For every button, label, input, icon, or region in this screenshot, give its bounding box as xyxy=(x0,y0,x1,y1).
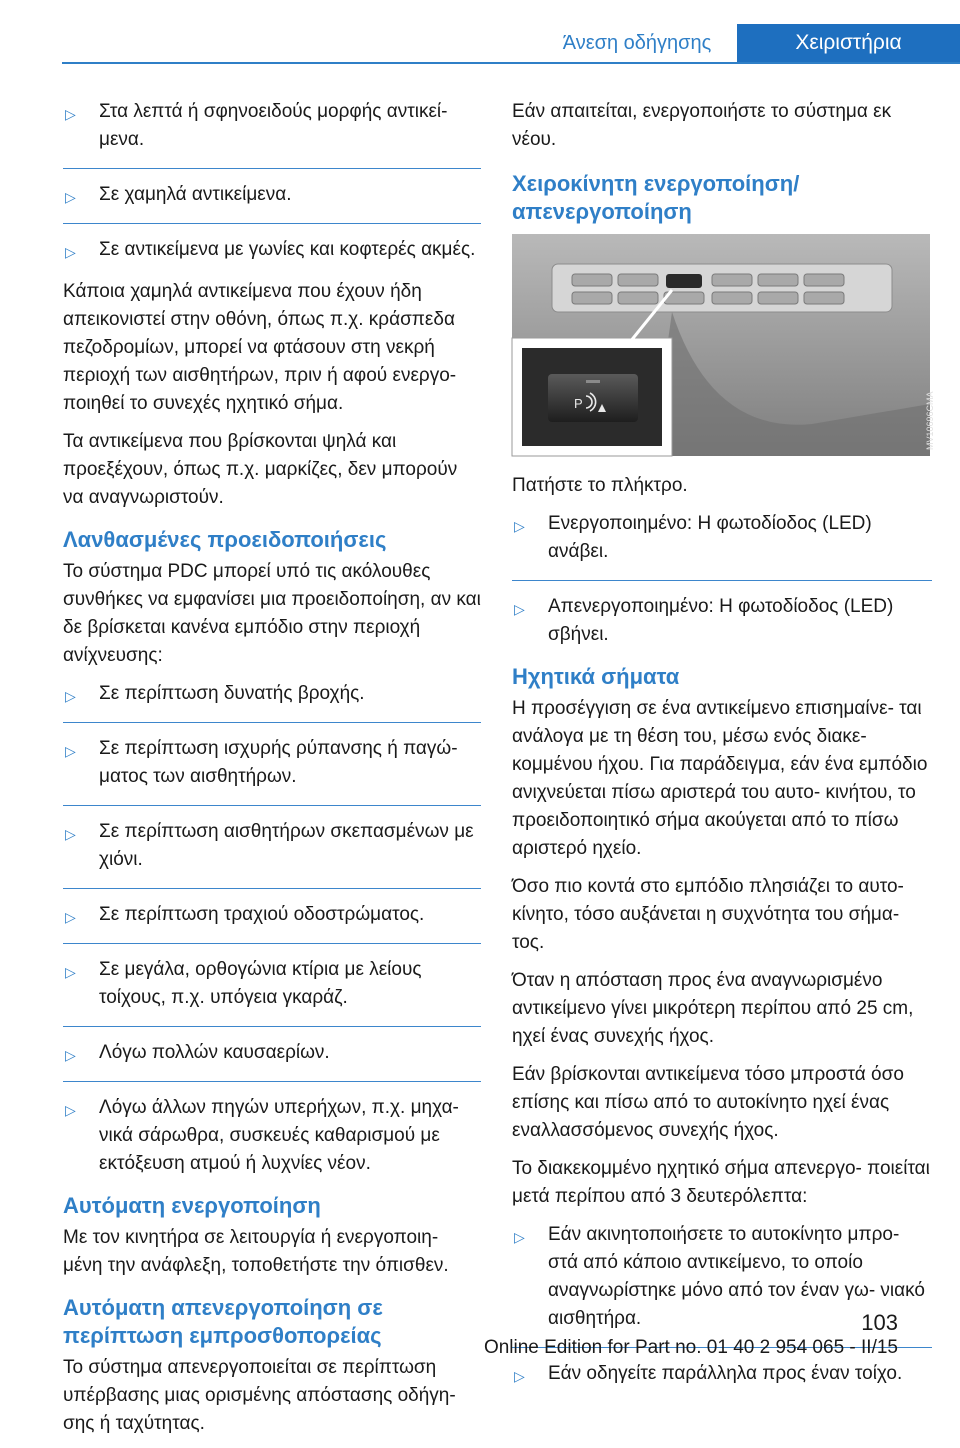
list-item: ▷ Σε χαμηλά αντικείμενα. xyxy=(63,181,481,209)
section-title: Άνεση οδήγησης xyxy=(562,32,712,54)
divider xyxy=(63,722,481,723)
paragraph: Όταν η απόσταση προς ένα αναγνωρισμένο αντικείμενο γίνει μικρότερη περίπου από 25 cm, ηχεί ένας συνεχής ήχος. xyxy=(512,970,914,1047)
paragraph: Με τον κινητήρα σε λειτουργία ή ενεργοποιη‐ μένη την ανάφλεξη, τοποθετήστε την όπισθεν. xyxy=(63,1227,449,1276)
paragraph: Εάν απαιτείται, ενεργοποιήστε το σύστημα εκ νέου. xyxy=(512,101,892,150)
bullet-triangle-icon: ▷ xyxy=(514,1229,525,1245)
list-item: ▷ Σε περίπτωση δυνατής βροχής. xyxy=(63,680,481,708)
bullet-triangle-icon: ▷ xyxy=(65,909,76,925)
bullet-triangle-icon: ▷ xyxy=(65,743,76,759)
bullet-triangle-icon: ▷ xyxy=(514,601,525,617)
section-heading: Λανθασμένες προειδοποιήσεις xyxy=(63,527,387,552)
bullet-triangle-icon: ▷ xyxy=(65,964,76,980)
bullet-triangle-icon: ▷ xyxy=(65,189,76,205)
list-item: ▷ Εάν ακινητοποιήσετε το αυτοκίνητο μπρο‐ στά από κάποιο αντικείμενο, το οποίο αναγνωρίστηκε μόνο από τον έναν γω‐ νιακό αισθητήρα. xyxy=(514,1224,925,1329)
bullet-triangle-icon: ▷ xyxy=(65,244,76,260)
paragraph: Όσο πιο κοντά στο εμπόδιο πλησιάζει το αυτο‐ κίνητο, τόσο αυξάνεται η συχνότητα του σήμα‐ τος. xyxy=(512,876,904,953)
bullet-triangle-icon: ▷ xyxy=(514,1368,525,1384)
paragraph: Το σύστημα PDC μπορεί υπό τις ακόλουθες συνθήκες να εμφανίσει μια προειδοποίηση, αν και δε βρίσκεται κανένα εμπόδιο στην περιοχή ανίχνευσης: xyxy=(63,561,481,666)
bullet-triangle-icon: ▷ xyxy=(65,1047,76,1063)
list-item: ▷ Σε περίπτωση αισθητήρων σκεπασμένων με χιόνι. xyxy=(65,821,474,870)
paragraph: Κάποια χαμηλά αντικείμενα που έχουν ήδη απεικονιστεί στην οθόνη, όπως π.χ. κράσπεδα πεζοδρομίων, μπορεί να φτάσουν στη νεκρή περιοχή των αισθητήρων, πριν ή αφού ενεργο‐ ποιηθεί το συνεχές ηχητικό σήμα. xyxy=(63,281,457,414)
divider xyxy=(512,580,932,581)
list-item: ▷ Λόγω πολλών καυσαερίων. xyxy=(63,1039,481,1067)
left-column xyxy=(63,98,481,1448)
divider xyxy=(63,223,481,224)
page-number: 103 xyxy=(861,1310,898,1335)
bullet-triangle-icon: ▷ xyxy=(65,826,76,842)
divider xyxy=(63,943,481,944)
paragraph: Το διακεκομμένο ηχητικό σήμα απενεργο‐ ποιείται μετά περίπου από 3 δευτερόλεπτα: xyxy=(512,1158,930,1207)
page-footer xyxy=(478,1310,898,1359)
paragraph: Πατήστε το πλήκτρο. xyxy=(512,475,688,496)
section-heading: Αυτόματη ενεργοποίηση xyxy=(63,1193,321,1218)
paragraph: Εάν βρίσκονται αντικείμενα τόσο μπροστά όσο επίσης και πίσω από το αυτοκίνητο ηχεί ένας εναλλασσόμενος συνεχής ήχος. xyxy=(512,1064,904,1141)
bullet-triangle-icon: ▷ xyxy=(65,1102,76,1118)
section-heading: Ηχητικά σήματα xyxy=(512,664,680,689)
list-item: ▷ Σε μεγάλα, ορθογώνια κτίρια με λείους τοίχους, π.χ. υπόγεια γκαράζ. xyxy=(65,959,422,1008)
divider xyxy=(63,168,481,169)
edition-note: Online Edition for Part no. 01 40 2 954 065 - II/15 xyxy=(483,1337,898,1358)
list-item: ▷ Σε αντικείμενα με γωνίες και κοφτερές ακμές. xyxy=(63,236,481,264)
figure-code: MV10696CMA xyxy=(925,391,935,450)
paragraph: Το σύστημα απενεργοποιείται σε περίπτωση υπέρβασης μιας ορισμένης απόστασης οδήγη‐ σης ή ταχύτητας. xyxy=(63,1357,456,1434)
divider xyxy=(63,888,481,889)
paragraph: Τα αντικείμενα που βρίσκονται ψηλά και προεξέχουν, όπως π.χ. μαρκίζες, δεν μπορούν να αναγνωριστούν. xyxy=(63,431,458,508)
bullet-triangle-icon: ▷ xyxy=(65,688,76,704)
list-item: ▷ Σε περίπτωση ισχυρής ρύπανσης ή παγώ‐ ματος των αισθητήρων. xyxy=(65,738,458,787)
bullet-triangle-icon: ▷ xyxy=(65,106,76,122)
list-item: ▷ Ενεργοποιημένο: Η φωτοδίοδος (LED) ανάβει. xyxy=(514,513,872,562)
list-item: ▷ Σε περίπτωση τραχιού οδοστρώματος. xyxy=(63,901,481,929)
list-item: ▷ Απενεργοποιημένο: Η φωτοδίοδος (LED) σβήνει. xyxy=(514,596,894,645)
list-item: ▷ Στα λεπτά ή σφηνοειδούς μορφής αντικεί‐ μενα. xyxy=(65,101,448,150)
divider xyxy=(63,805,481,806)
pdc-button-figure xyxy=(512,234,935,456)
header-rule xyxy=(62,62,960,64)
chapter-title: Χειριστήρια xyxy=(737,24,960,62)
section-heading: Χειροκίνητη ενεργοποίηση/ απενεργοποίηση xyxy=(512,171,800,224)
bullet-triangle-icon: ▷ xyxy=(514,518,525,534)
section-heading: Αυτόματη απενεργοποίηση σε περίπτωση εμπροσθοπορείας xyxy=(63,1295,383,1348)
right-column xyxy=(512,98,935,1402)
paragraph: Η προσέγγιση σε ένα αντικείμενο επισημαίνε‐ ται ανάλογα με τη θέση του, μέσω ενός διακε‐ κομμένου ήχου. Για παράδειγμα, εάν ένα εμπόδιο ανιχνεύεται πίσω αριστερά του αυτο‐ κινήτου, το προειδοποιητικό σήμα ακούγεται από το πίσω αριστερό ηχείο. xyxy=(512,698,928,859)
divider xyxy=(63,1026,481,1027)
list-item: ▷ Εάν οδηγείτε παράλληλα προς έναν τοίχο. xyxy=(512,1360,932,1388)
list-item: ▷ Λόγω άλλων πηγών υπερήχων, π.χ. μηχα‐ νικά σάρωθρα, συσκευές καθαρισμού με εκτόξευση ατμού ή λυχνίες νέον. xyxy=(65,1097,459,1174)
svg-text:P: P xyxy=(574,396,583,411)
console-photo xyxy=(512,234,935,456)
divider xyxy=(63,1081,481,1082)
